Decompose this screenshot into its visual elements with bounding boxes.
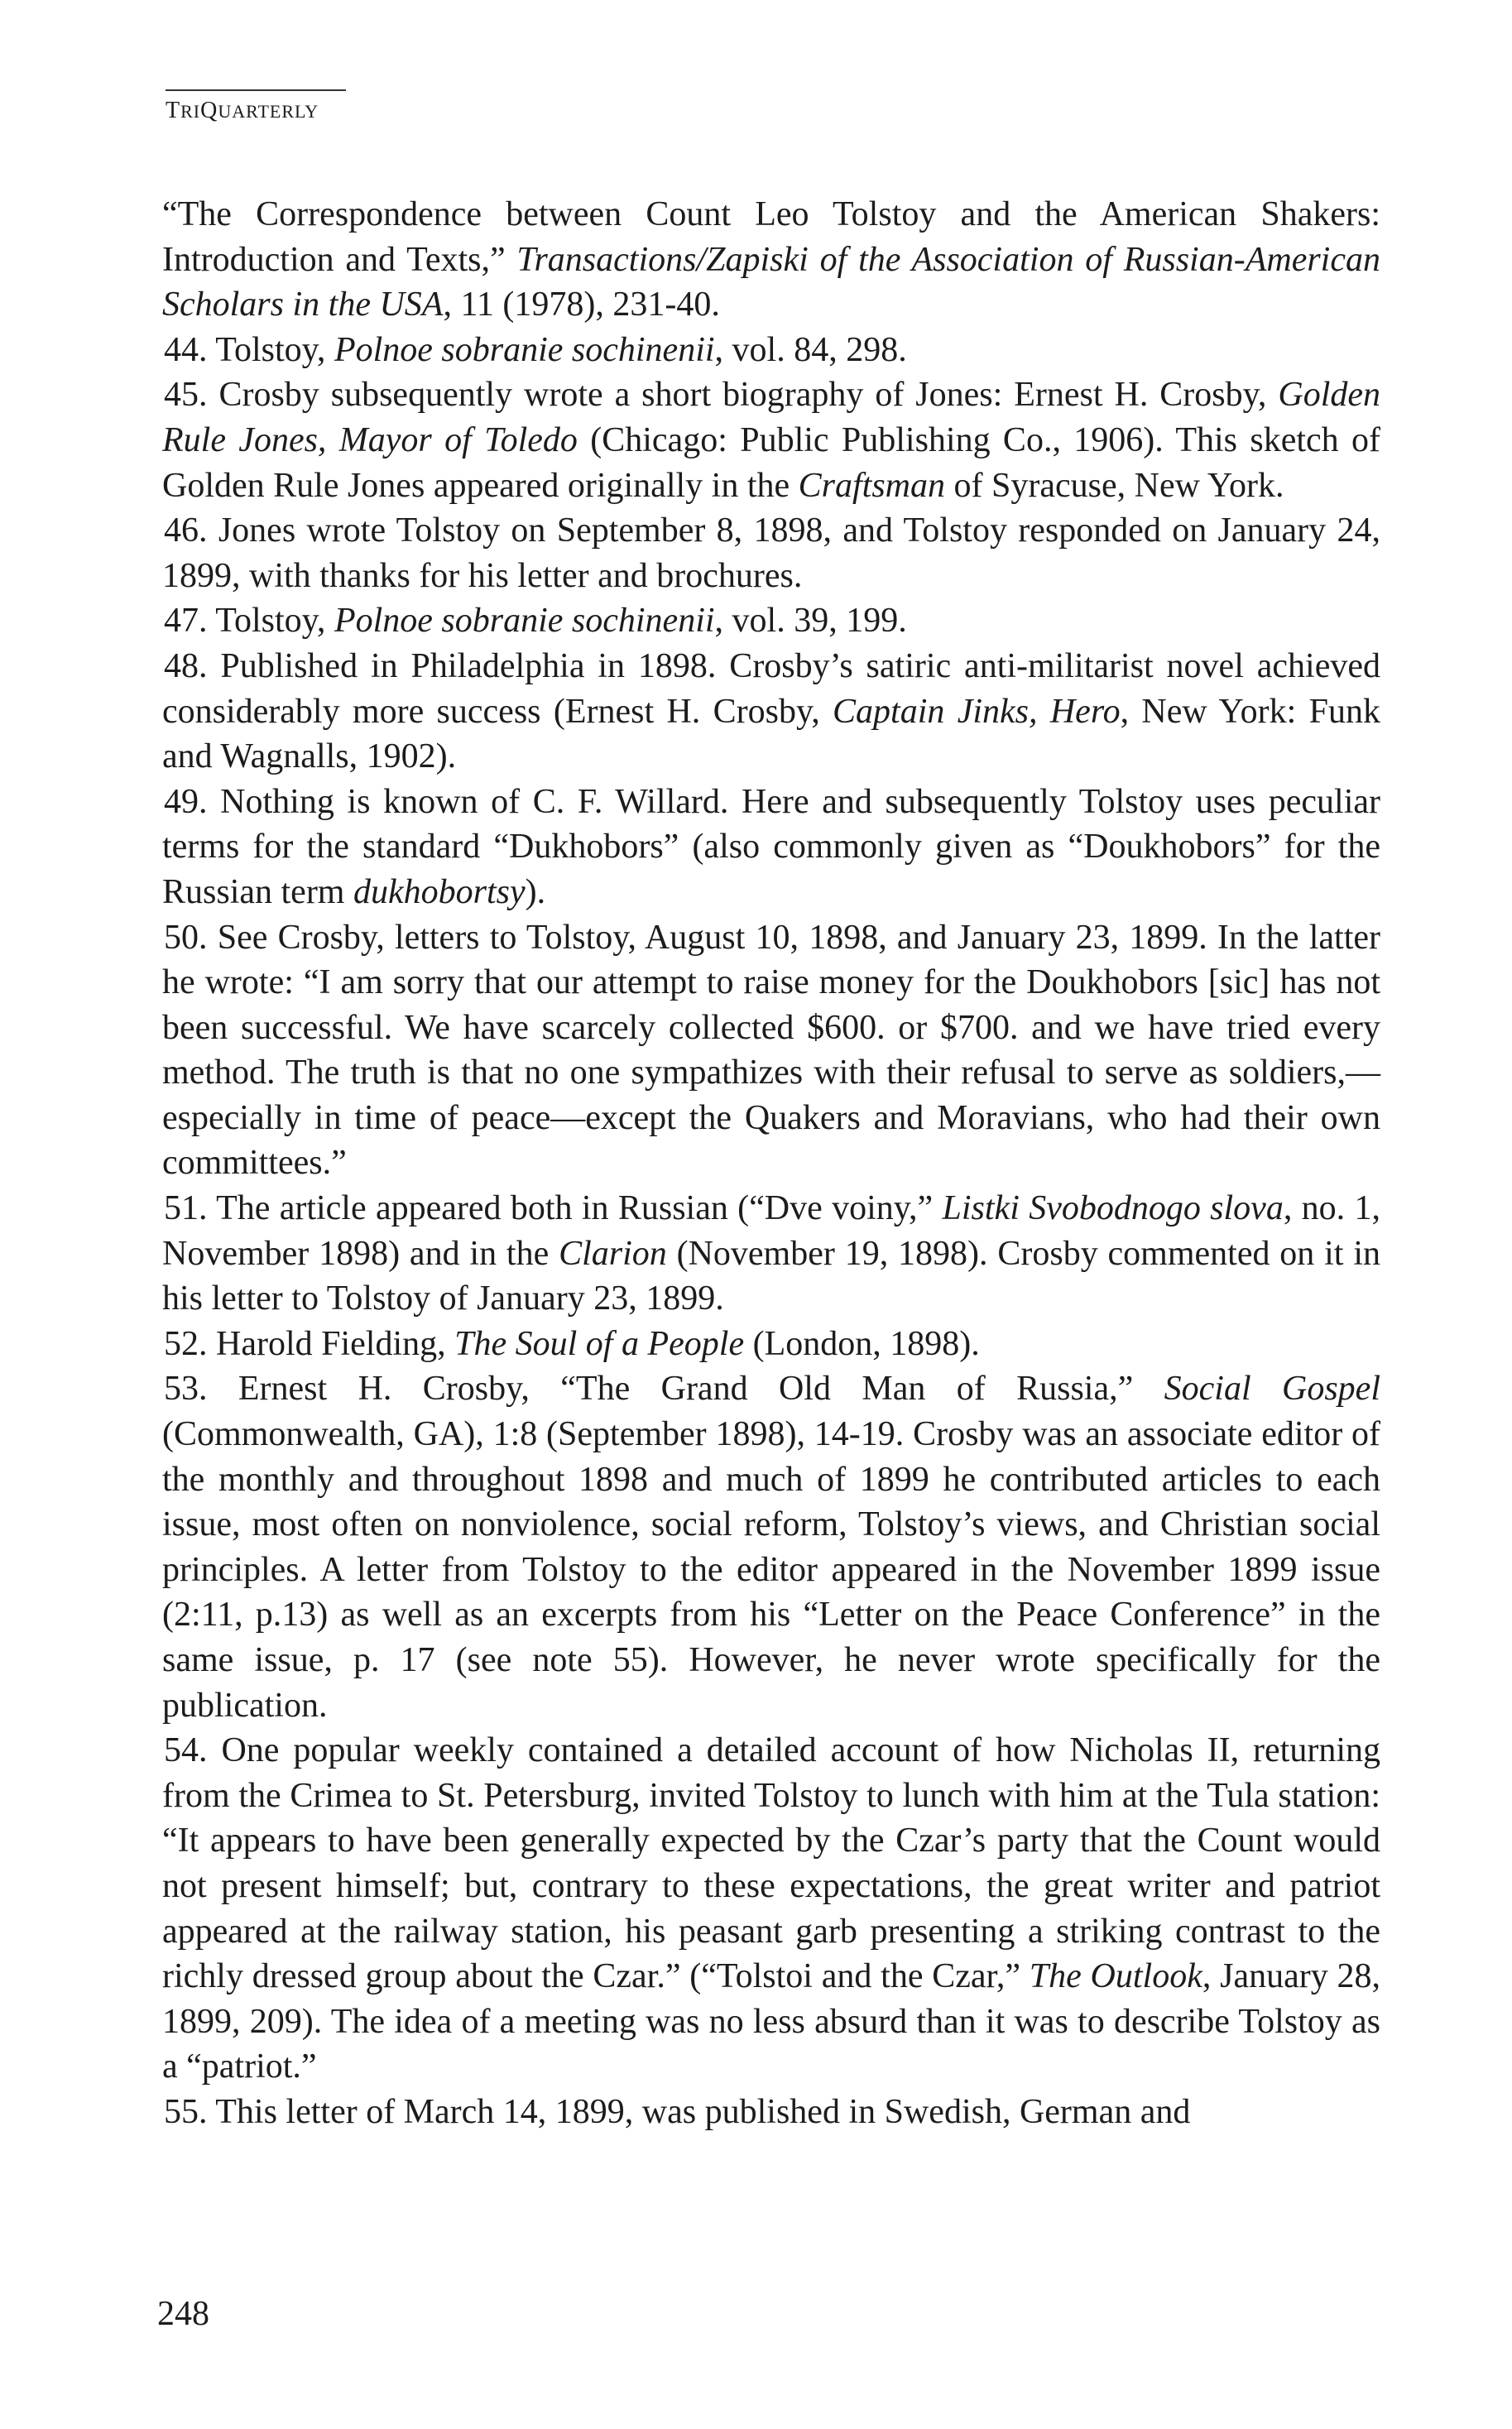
note-text: This letter of March 14, 1899, was published in Swedish, German and [215, 2092, 1191, 2131]
running-head-ri: RI [180, 101, 201, 122]
endnote-continuation [162, 192, 1380, 328]
endnote-51 [162, 1186, 1380, 1322]
italic-title: Craftsman [798, 466, 946, 505]
note-text: Harold Fielding, [216, 1324, 455, 1363]
note-text: , January 28, 1899, 209). The idea of a meeting was no less absurd than it was to describe Tolstoy as a “patriot.” [162, 1957, 1380, 2086]
endnote-55 [162, 2090, 1380, 2135]
note-text: , 11 (1978), 231-40. [443, 286, 720, 324]
italic-title: dukhobortsy [353, 872, 526, 911]
endnote-50 [162, 915, 1380, 1187]
note-text: One popular weekly contained a detailed account of how Nicholas II, returning from the Crimea to St. Petersburg, invited Tolstoy to lunch with him at the Tula station: “It appears to have been generally expected by the Czar’s party that the Count would not present himself; but, contrary to these expectations, the great writer and patriot appeared at the railway station, his peasant garb presenting a striking contrast to the richly dressed group about the Czar.” (“Tolstoi and the Czar,” [162, 1731, 1381, 1996]
note-text: (Chicago: Public Publishing Co., 1906). This sketch of Golden Rule Jones appeared originally in the [162, 420, 1380, 505]
endnote-number: 46. [164, 511, 208, 550]
note-text: “The Correspondence between Count Leo Tolstoy and the American Shakers: Introduction and Texts,” [162, 195, 1380, 279]
running-head-initial-t: T [166, 98, 181, 123]
endnote-54 [162, 1728, 1380, 2090]
endnote-52 [162, 1322, 1380, 1367]
note-text: Nothing is known of C. F. Willard. Here and subsequently Tolstoy uses peculiar terms for the standard “Dukhobors” (also commonly given as “Doukhobors” for the Russian term [162, 782, 1381, 911]
note-text: (London, 1898). [744, 1324, 980, 1363]
note-text: Ernest H. Crosby, “The Grand Old Man of Russia,” [238, 1370, 1164, 1409]
note-text: Jones wrote Tolstoy on September 8, 1898, and Tolstoy responded on January 24, 1899, with thanks for his letter and brochures. [162, 511, 1380, 595]
endnote-number: 52. [164, 1324, 208, 1363]
note-text: Published in Philadelphia in 1898. Crosby’s satiric anti-militarist novel achieved considerably more success (Ernest H. Crosby, [162, 646, 1380, 731]
endnote-number: 54. [164, 1731, 208, 1770]
endnote-44 [162, 328, 1380, 373]
endnote-47 [162, 598, 1380, 644]
italic-title: Transactions/Zapiski of the Association of Russian-American Scholars in the USA [162, 240, 1380, 324]
note-text: The article appeared both in Russian (“Dve voiny,” [216, 1189, 943, 1228]
endnote-49 [162, 780, 1380, 915]
endnote-number: 47. [164, 602, 208, 641]
note-text: Tolstoy, [215, 602, 334, 641]
endnote-number: 50. [164, 918, 208, 957]
italic-title: Clarion [559, 1234, 667, 1273]
italic-title: The Outlook [1029, 1957, 1202, 1996]
italic-title: The Soul of a People [454, 1324, 745, 1363]
endnote-number: 44. [164, 330, 208, 369]
endnote-48 [162, 644, 1380, 780]
note-text: , New York: Funk and Wagnalls, 1902). [162, 692, 1380, 776]
note-text: Tolstoy, [215, 330, 334, 369]
italic-title: Captain Jinks, Hero [833, 692, 1121, 731]
endnote-number: 55. [164, 2092, 208, 2131]
endnote-number: 53. [164, 1370, 208, 1409]
note-text: , vol. 84, 298. [714, 330, 907, 369]
endnote-46 [162, 508, 1380, 598]
italic-title: Golden Rule Jones, Mayor of Toledo [162, 376, 1381, 459]
endnote-number: 45. [164, 376, 208, 415]
running-head-uarterly: UARTERLY [218, 101, 319, 122]
italic-title: Social Gospel [1164, 1370, 1380, 1409]
italic-title: Polnoe sobranie sochinenii [334, 330, 715, 369]
italic-title: Listki Svobodnogo slova [942, 1189, 1284, 1228]
note-text: , vol. 39, 199. [714, 602, 907, 641]
endnote-number: 49. [164, 782, 208, 821]
endnotes-body [162, 192, 1380, 2135]
note-text: ). [525, 872, 546, 911]
note-text: (November 19, 1898). Crosby commented on it in his letter to Tolstoy of January 23, 1899. [162, 1234, 1380, 1318]
page-number: 248 [157, 2295, 209, 2333]
endnote-number: 51. [164, 1189, 208, 1228]
note-text: Crosby subsequently wrote a short biography of Jones: Ernest H. Crosby, [218, 376, 1279, 415]
running-head [166, 98, 319, 124]
endnote-53 [162, 1366, 1380, 1728]
note-text: of Syracuse, New York. [945, 466, 1284, 505]
endnote-number: 48. [164, 646, 208, 685]
running-head-initial-q: Q [200, 98, 218, 123]
note-text: , no. 1, November 1898) and in the [162, 1189, 1380, 1273]
italic-title: Polnoe sobranie sochinenii [334, 602, 715, 641]
note-text: See Crosby, letters to Tolstoy, August 10, 1898, and January 23, 1899. In the latter he wrote: “I am sorry that our attempt to raise money for the Doukhobors [sic] has not been successful. We have scarcely collected $600. or $700. and we have tried every method. The truth is that no one sympathizes with their refusal to serve as soldiers,—especially in time of peace—except the Quakers and Moravians, who had their own committees.” [162, 918, 1381, 1183]
endnote-45 [162, 372, 1380, 508]
note-text: (Commonwealth, GA), 1:8 (September 1898), 14-19. Crosby was an associate editor of the monthly and throughout 1898 and much of 1899 he contributed articles to each issue, most often on nonviolence, social reform, Tolstoy’s views, and Christian social principles. A letter from Tolstoy to the editor appeared in the November 1899 issue (2:11, p.13) as well as an excerpts from his “Letter on the Peace Conference” in the same issue, p. 17 (see note 55). However, he never wrote specifically for the publication. [162, 1415, 1380, 1725]
